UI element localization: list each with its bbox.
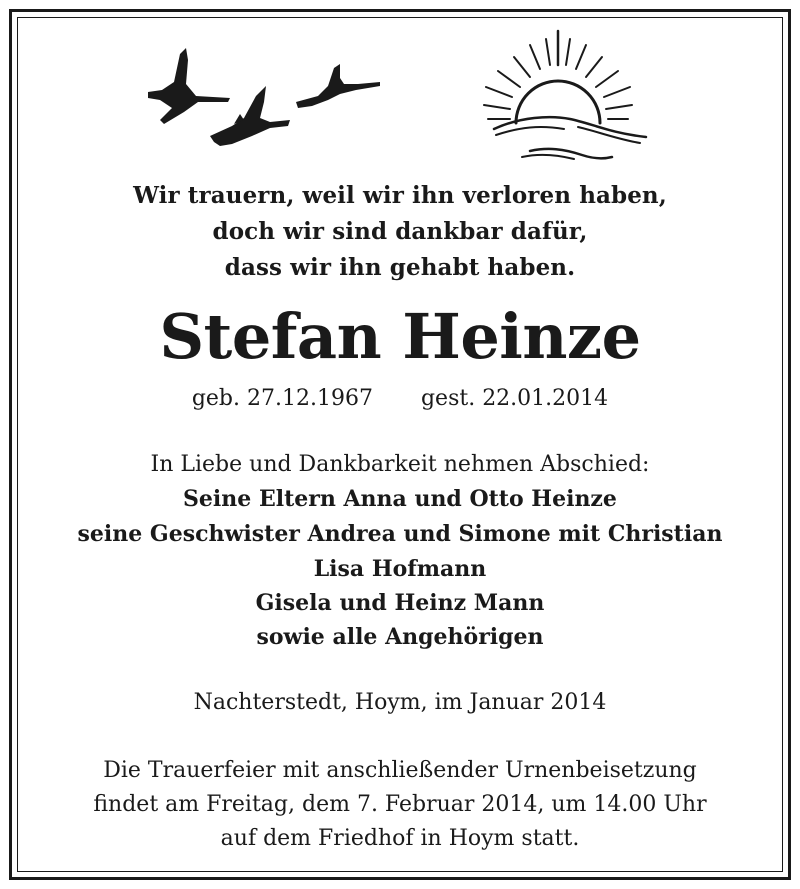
death-date: gest. 22.01.2014	[420, 386, 609, 411]
mourner-line: Gisela und Heinz Mann	[255, 590, 545, 616]
deceased-name: Stefan Heinze	[159, 300, 641, 373]
mourner-line: Seine Eltern Anna und Otto Heinze	[183, 486, 617, 512]
mourner-line: sowie alle Angehörigen	[256, 624, 544, 650]
service-line-2: findet am Freitag, dem 7. Februar 2014, um 14.00 Uhr	[93, 792, 707, 817]
flying-birds-icon	[140, 40, 390, 150]
birth-date: geb. 27.12.1967	[191, 386, 373, 411]
mourners-intro: In Liebe und Dankbarkeit nehmen Abschied:	[150, 452, 650, 477]
place-date: Nachterstedt, Hoym, im Januar 2014	[193, 690, 607, 715]
notice-border	[9, 9, 791, 880]
notice-inner-border	[17, 17, 783, 872]
quote-line-3: dass wir ihn gehabt haben.	[224, 254, 576, 281]
mourner-line: Lisa Hofmann	[313, 556, 487, 582]
quote-line-1: Wir trauern, weil wir ihn verloren haben,	[133, 182, 667, 209]
mourner-line: seine Geschwister Andrea und Simone mit Christian	[77, 521, 723, 547]
service-line-1: Die Trauerfeier mit anschließender Urnenbeisetzung	[103, 758, 697, 783]
sunset-icon	[470, 25, 655, 170]
life-dates	[0, 386, 800, 411]
service-line-3: auf dem Friedhof in Hoym statt.	[220, 826, 580, 851]
quote-line-2: doch wir sind dankbar dafür,	[212, 218, 588, 245]
